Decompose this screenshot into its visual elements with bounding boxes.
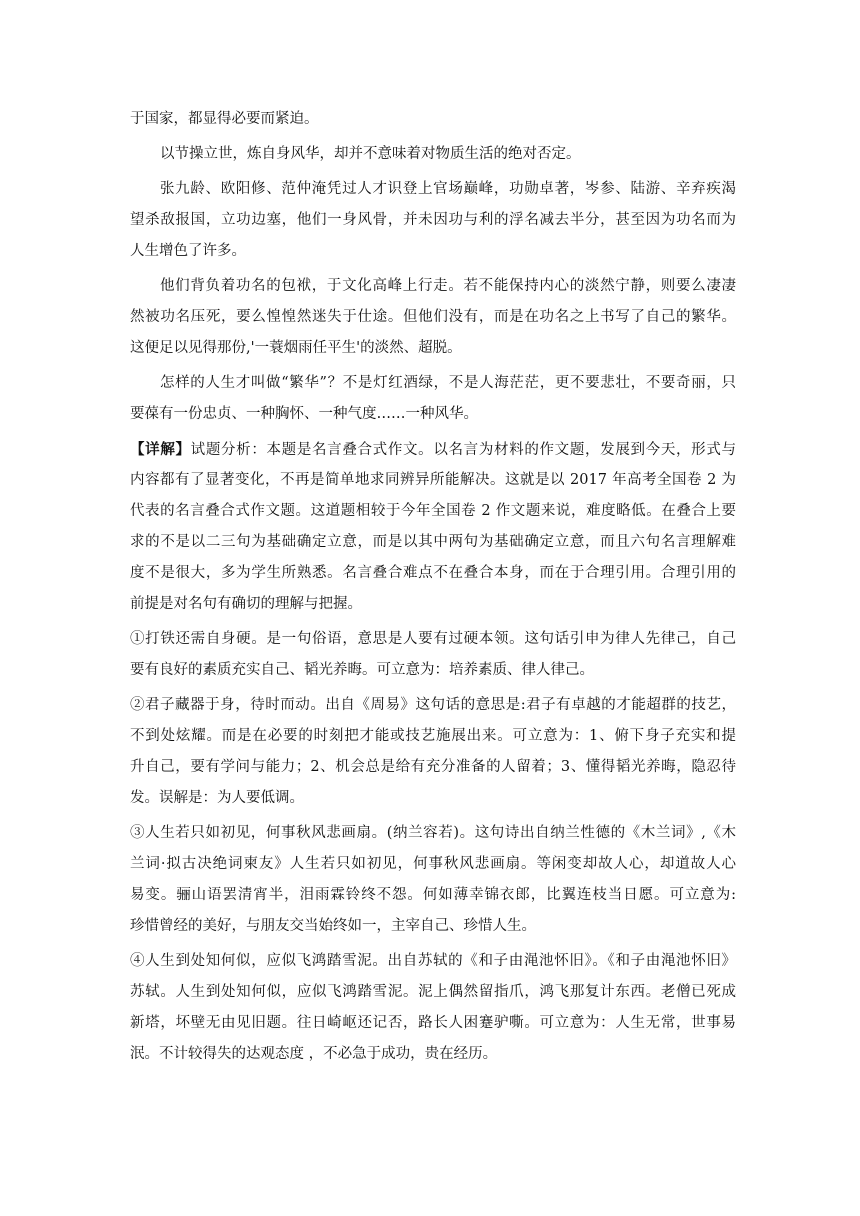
- text-line: [130, 333, 736, 364]
- line-text: 新塔，坏壁无由见旧题。往日崎岖还记否，路长人困蹇驴嘶。可立意为：人生无常，世事易: [130, 1015, 736, 1031]
- line-text: 易变。骊山语罢清宵半，泪雨霖铃终不怨。何如薄幸锦衣郎，比翼连枝当日愿。可立意为:: [130, 887, 736, 903]
- line-text: 苏轼。人生到处知何似，应似飞鸿踏雪泥。泥上偶然留指爪，鸿飞那复计东西。老僧已死成: [130, 984, 736, 1000]
- text-line: [130, 721, 736, 752]
- text-line: [130, 1008, 736, 1039]
- line-text: 这便足以见得那份,'一蓑烟雨任平生'的淡然、超脱。: [130, 340, 462, 356]
- paragraph-p4: [130, 271, 736, 364]
- line-text: 张九龄、欧阳修、范仲淹凭过人才识登上官场巅峰，功勋卓著，岑参、陆游、辛弃疾渴: [160, 181, 736, 197]
- text-line: [130, 558, 736, 589]
- text-line: [130, 690, 736, 721]
- text-line: [130, 624, 736, 655]
- paragraph-p10: [130, 946, 736, 1070]
- line-text: 兰词·拟古决绝词柬友》人生若只如初见，何事秋风悲画扇。等闲变却故人心，却道故人心: [130, 856, 736, 872]
- line-text: 发。误解是：为人要低调。: [130, 790, 304, 806]
- text-line: [130, 302, 736, 333]
- section-label: 【详解】: [130, 441, 191, 458]
- line-text: ③人生若只如初见，何事秋风悲画扇。(纳兰容若)。这句诗出自纳兰性德的《木兰词》,《木: [130, 825, 736, 841]
- paragraph-p2: [130, 139, 736, 170]
- paragraph-p9: [130, 818, 736, 942]
- text-line: [130, 434, 736, 465]
- line-text: 内容都有了显著变化，不再是简单地求同辨异所能解决。这就是以 2017 年高考全国卷 2 为: [130, 472, 736, 488]
- text-line: [130, 205, 736, 236]
- line-text: 望杀敌报国，立功边塞，他们一身风骨，并未因功与利的浮名减去半分，甚至因为功名而为: [130, 212, 736, 228]
- paragraph-p5: [130, 368, 736, 430]
- text-line: [130, 236, 736, 267]
- text-line: [130, 818, 736, 849]
- text-line: [130, 849, 736, 880]
- paragraph-p7: [130, 624, 736, 686]
- line-text: 要有良好的素质充实自己、韬光养晦。可立意为：培养素质、律人律己。: [130, 662, 594, 678]
- line-text: 怎样的人生才叫做“繁华”？不是灯红酒绿，不是人海茫茫，更不要悲壮，不要奇丽，只: [160, 375, 736, 391]
- text-line: [130, 589, 736, 620]
- line-text: 然被功名压死，要么惶惶然迷失于仕途。但他们没有，而是在功名之上书写了自己的繁华。: [130, 309, 736, 325]
- text-line: [130, 174, 736, 205]
- text-line: [130, 911, 736, 942]
- line-text: 以节操立世，炼自身风华，却并不意味着对物质生活的绝对否定。: [160, 146, 581, 162]
- document-body: [130, 104, 736, 1070]
- line-text: ②君子藏器于身，待时而动。出自《周易》这句话的意思是:君子有卓越的才能超群的技艺，: [130, 697, 736, 713]
- text-line: [130, 977, 736, 1008]
- text-line: [130, 880, 736, 911]
- line-text: 试题分析：本题是名言叠合式作文。以名言为材料的作文题，发展到今天，形式与: [190, 442, 737, 458]
- text-line: [130, 368, 736, 399]
- text-line: [130, 752, 736, 783]
- line-text: ④人生到处知何似，应似飞鸿踏雪泥。出自苏轼的《和子由渑池怀旧》。《和子由渑池怀旧》: [130, 953, 736, 969]
- paragraph-p3: [130, 174, 736, 267]
- paragraph-p8: [130, 690, 736, 814]
- line-text: 珍惜曾经的美好，与朋友交当始终如一，主宰自己、珍惜人生。: [130, 918, 536, 934]
- text-line: [130, 783, 736, 814]
- line-text: 要葆有一份忠贞、一种胸怀、一种气度……一种风华。: [130, 406, 478, 422]
- text-line: [130, 527, 736, 558]
- text-line: [130, 655, 736, 686]
- line-text: 泯。不计较得失的达观态度 ，不必急于成功，贵在经历。: [130, 1046, 498, 1062]
- text-line: [130, 139, 736, 170]
- line-text: 不到处炫耀。而是在必要的时刻把才能或技艺施展出来。可立意为：1、俯下身子充实和提: [130, 728, 736, 744]
- text-line: [130, 271, 736, 302]
- line-text: 度不是很大，多为学生所熟悉。名言叠合难点不在叠合本身，而在于合理引用。合理引用的: [130, 565, 736, 581]
- text-line: [130, 104, 736, 135]
- line-text: 前提是对名句有确切的理解与把握。: [130, 596, 362, 612]
- paragraph-p6: [130, 434, 736, 620]
- line-text: 升自己，要有学问与能力；2、机会总是给有充分准备的人留着；3、懂得韬光养晦，隐忍待: [130, 759, 736, 775]
- line-text: 人生增色了许多。: [130, 243, 246, 259]
- line-text: 于国家，都显得必要而紧迫。: [130, 111, 319, 127]
- text-line: [130, 1039, 736, 1070]
- line-text: ①打铁还需自身硬。是一句俗语，意思是人要有过硬本领。这句话引申为律人先律己，自己: [130, 631, 736, 647]
- text-line: [130, 946, 736, 977]
- line-text: 他们背负着功名的包袱，于文化高峰上行走。若不能保持内心的淡然宁静，则要么凄凄: [160, 278, 736, 294]
- text-line: [130, 399, 736, 430]
- line-text: 求的不是以二三句为基础确定立意，而是以其中两句为基础确定立意，而且六句名言理解难: [130, 534, 736, 550]
- paragraph-p1: [130, 104, 736, 135]
- text-line: [130, 465, 736, 496]
- line-text: 代表的名言叠合式作文题。这道题相较于今年全国卷 2 作文题来说，难度略低。在叠合上要: [130, 503, 736, 519]
- text-line: [130, 496, 736, 527]
